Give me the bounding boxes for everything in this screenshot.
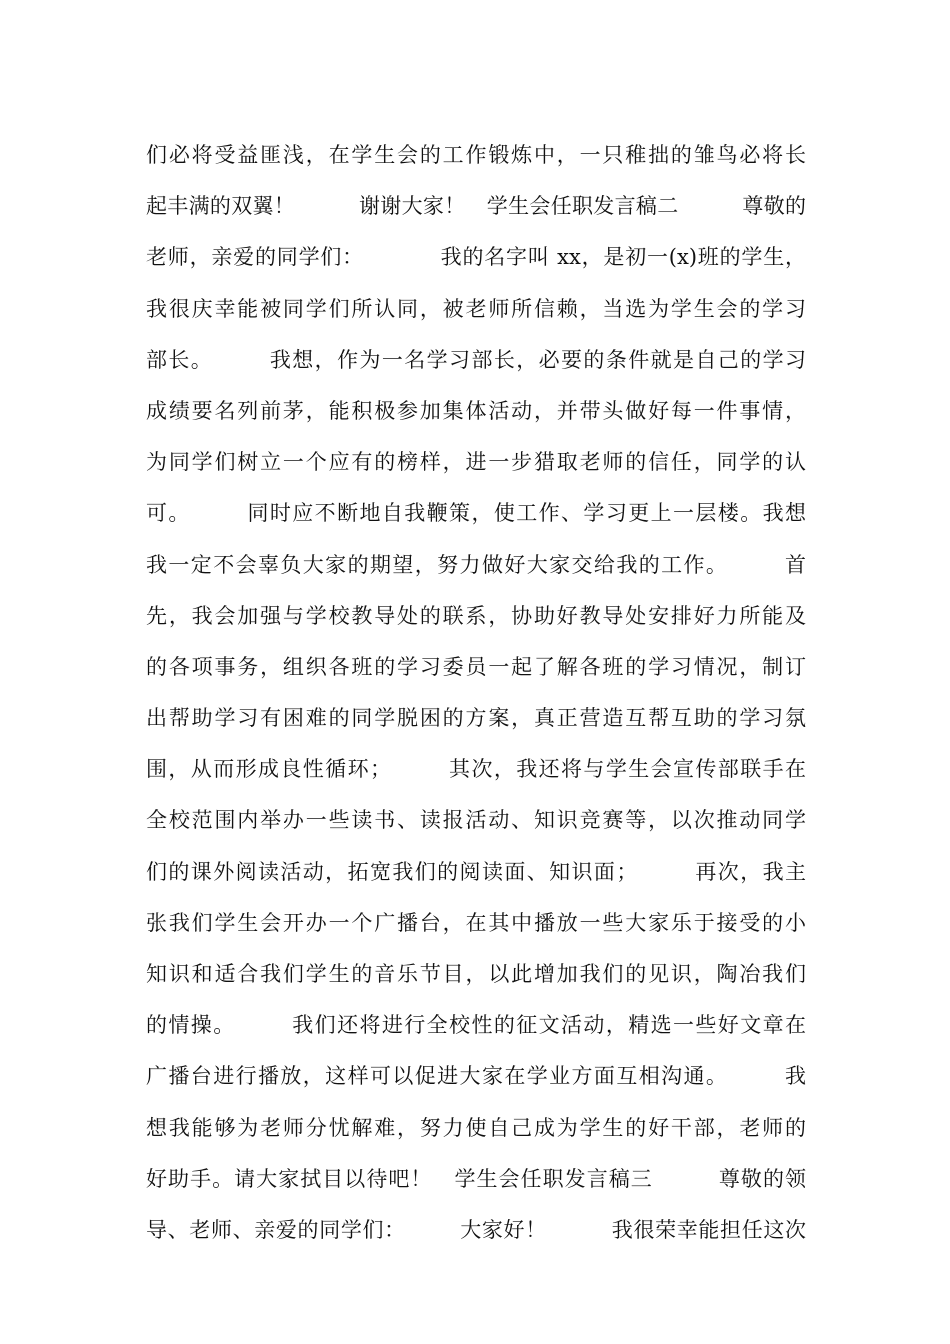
text-line: 可。 同时应不断地自我鞭策，使工作、学习更上一层楼。我想 <box>146 501 806 526</box>
text-line: 张我们学生会开办一个广播台，在其中播放一些大家乐于接受的小 <box>146 910 806 935</box>
text-line: 想我能够为老师分忧解难，努力使自己成为学生的好干部，老师的 <box>146 1115 806 1140</box>
text-line: 全校范围内举办一些读书、读报活动、知识竞赛等，以次推动同学 <box>146 808 806 833</box>
text-line: 们的课外阅读活动，拓宽我们的阅读面、知识面； 再次，我主 <box>146 859 806 884</box>
text-line: 我一定不会辜负大家的期望，努力做好大家交给我的工作。 首 <box>146 552 806 577</box>
text-line: 围，从而形成良性循环； 其次，我还将与学生会宣传部联手在 <box>146 757 806 782</box>
text-line: 知识和适合我们学生的音乐节目，以此增加我们的见识，陶冶我们 <box>146 962 806 986</box>
text-line: 老师，亲爱的同学们： 我的名字叫 xx，是初一(x)班的学生， <box>146 245 806 270</box>
body-text <box>146 130 806 1256</box>
text-line: 的各项事务，组织各班的学习委员一起了解各班的学习情况，制订 <box>146 654 806 679</box>
text-line: 出帮助学习有困难的同学脱困的方案，真正营造互帮互助的学习氛 <box>146 706 806 731</box>
text-line: 们必将受益匪浅，在学生会的工作锻炼中，一只稚拙的雏鸟必将长 <box>146 143 806 167</box>
text-line: 起丰满的双翼！ 谢谢大家！ 学生会任职发言稿二 尊敬的 <box>146 194 806 219</box>
text-line: 成绩要名列前茅，能积极参加集体活动，并带头做好每一件事情， <box>146 398 806 423</box>
text-line: 为同学们树立一个应有的榜样，进一步猎取老师的信任，同学的认 <box>146 450 806 475</box>
text-line: 我很庆幸能被同学们所认同，被老师所信赖，当选为学生会的学习 <box>146 296 806 321</box>
text-line: 广播台进行播放，这样可以促进大家在学业方面互相沟通。 我 <box>146 1064 806 1089</box>
text-line: 部长。 我想，作为一名学习部长，必要的条件就是自己的学习 <box>146 347 806 372</box>
text-line: 先，我会加强与学校教导处的联系，协助好教导处安排好力所能及 <box>146 603 806 628</box>
text-line: 的情操。 我们还将进行全校性的征文活动，精选一些好文章在 <box>146 1013 806 1038</box>
text-line: 导、老师、亲爱的同学们： 大家好！ 我很荣幸能担任这次 <box>146 1217 806 1242</box>
text-line: 好助手。请大家拭目以待吧！ 学生会任职发言稿三 尊敬的领 <box>146 1166 806 1191</box>
